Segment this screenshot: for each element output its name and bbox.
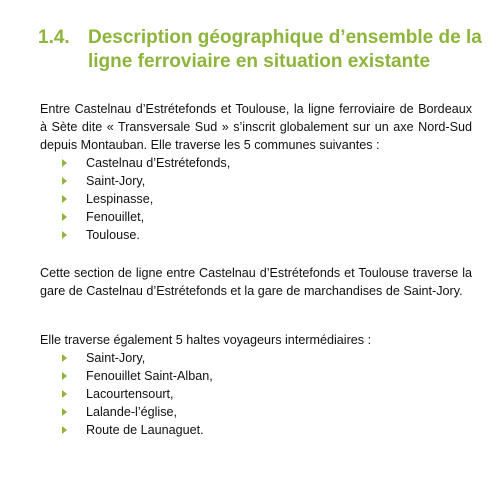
list-item: [40, 385, 460, 403]
list-item: [40, 190, 460, 208]
halt-label: Fenouillet Saint-Alban,: [86, 369, 213, 383]
halt-label: Saint-Jory,: [86, 351, 146, 365]
bullet-icon: [62, 231, 67, 239]
halt-label: Lalande-l’église,: [86, 405, 178, 419]
commune-label: Fenouillet,: [86, 210, 145, 224]
halt-label: Lacourtensourt,: [86, 387, 174, 401]
list-item: [40, 403, 460, 421]
communes-list: [40, 154, 460, 244]
bullet-icon: [62, 177, 67, 185]
commune-label: Castelnau d’Estrétefonds,: [86, 156, 231, 170]
bullet-icon: [62, 426, 67, 434]
list-item: [40, 421, 460, 439]
commune-label: Toulouse.: [86, 228, 140, 242]
bullet-icon: [62, 159, 67, 167]
intro-paragraph: Entre Castelnau d’Estrétefonds et Toulouse, la ligne ferroviaire de Bordeaux à Sète dite « Transversale Sud » s’inscrit globalement sur un axe Nord-Sud depuis Montauban. Elle traverse les 5 communes suivantes :: [40, 102, 472, 152]
list-item: [40, 154, 460, 172]
list-item: [40, 226, 460, 244]
bullet-icon: [62, 213, 67, 221]
halt-label: Route de Launaguet.: [86, 423, 204, 437]
list-item: [40, 172, 460, 190]
section-title: Description géographique d’ensemble de la ligne ferroviaire en situation existante: [88, 27, 482, 72]
bullet-icon: [62, 195, 67, 203]
bullet-icon: [62, 390, 67, 398]
bullet-icon: [62, 408, 67, 416]
list-item: [40, 367, 460, 385]
commune-label: Lespinasse,: [86, 192, 154, 206]
stations-paragraph: Cette section de ligne entre Castelnau d’Estrétefonds et Toulouse traverse la gare de Castelnau d’Estrétefonds et la gare de marchandises de Saint-Jory.: [40, 266, 472, 298]
commune-label: Saint-Jory,: [86, 174, 146, 188]
list-item: [40, 349, 460, 367]
list-item: [40, 208, 460, 226]
bullet-icon: [62, 354, 67, 362]
section-number: 1.4.: [38, 27, 70, 48]
bullet-icon: [62, 372, 67, 380]
section-heading: [38, 26, 488, 74]
halts-intro-paragraph: Elle traverse également 5 haltes voyageurs intermédiaires :: [40, 333, 372, 347]
halts-list: [40, 349, 460, 439]
